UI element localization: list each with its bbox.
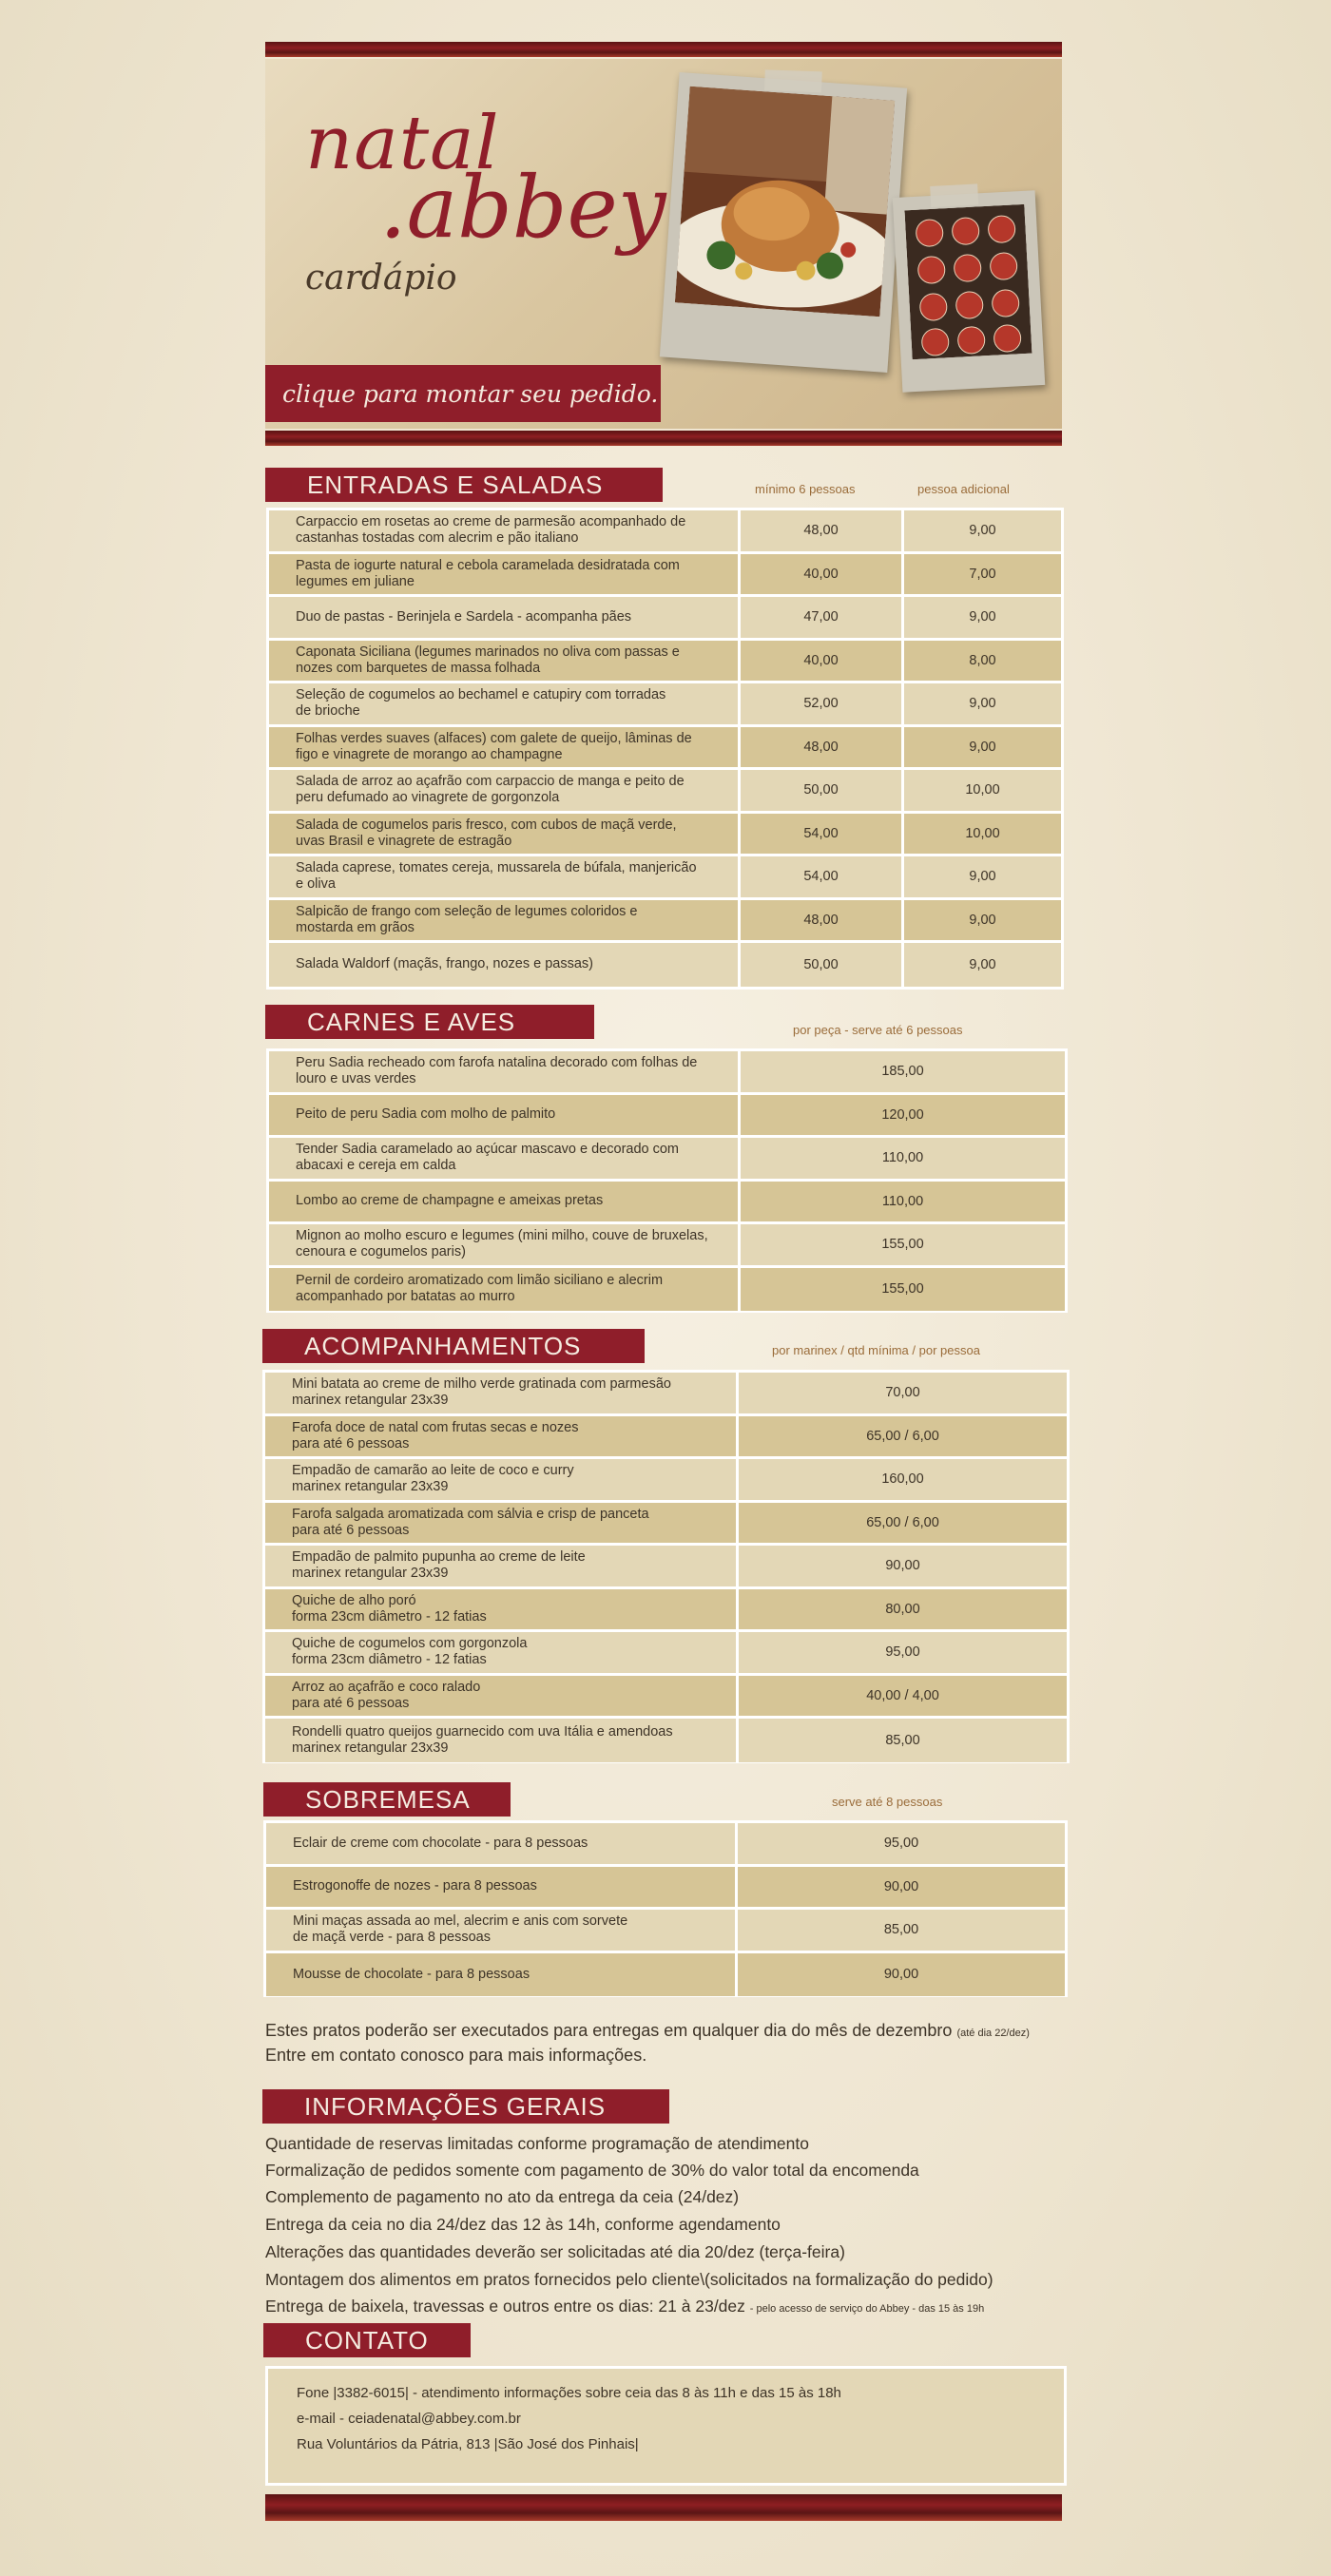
- table-row: [269, 1268, 1065, 1312]
- item-price: 65,00 / 6,00: [739, 1416, 1067, 1460]
- table-row: [269, 814, 1061, 857]
- item-description: Mousse de chocolate - para 8 pessoas: [266, 1953, 738, 1997]
- info-line: Quantidade de reservas limitadas conforme programação de atendimento: [265, 2134, 809, 2153]
- item-description: Seleção de cogumelos ao bechamel e catupiry com torradas de brioche: [269, 683, 741, 727]
- item-description: Pernil de cordeiro aromatizado com limão siciliano e alecrim acompanhado por batatas ao murro: [269, 1268, 741, 1312]
- item-price: 54,00: [741, 814, 904, 857]
- menu-subtitle: cardápio: [305, 259, 457, 298]
- contact-address: Rua Voluntários da Pátria, 813 |São José dos Pinhais|: [297, 2436, 639, 2452]
- item-price: 40,00 / 4,00: [739, 1676, 1067, 1720]
- item-description: Arroz ao açafrão e coco ralado para até 6 pessoas: [265, 1676, 739, 1720]
- item-price: 10,00: [904, 770, 1061, 814]
- carnes-serving-note: por peça - serve até 6 pessoas: [793, 1023, 963, 1037]
- info-line: Entrega da ceia no dia 24/dez das 12 às 14h, conforme agendamento: [265, 2215, 781, 2234]
- table-row: [269, 554, 1061, 598]
- item-price: 52,00: [741, 683, 904, 727]
- column-header-extra-person: pessoa adicional: [917, 482, 1010, 496]
- item-price: 9,00: [904, 597, 1061, 641]
- item-price: 9,00: [904, 683, 1061, 727]
- item-price: 90,00: [738, 1953, 1065, 1997]
- column-header-min-people: mínimo 6 pessoas: [755, 482, 856, 496]
- delivery-note-line2: Entre em contato conosco para mais informações.: [265, 2046, 647, 2065]
- item-description: Quiche de alho poró forma 23cm diâmetro - 12 fatias: [265, 1589, 739, 1633]
- item-price: 185,00: [741, 1051, 1065, 1095]
- table-row: [265, 1632, 1067, 1676]
- item-description: Peru Sadia recheado com farofa natalina decorado com folhas de louro e uvas verdes: [269, 1051, 741, 1095]
- item-price: 110,00: [741, 1182, 1065, 1225]
- table-row: [265, 1373, 1067, 1416]
- contact-phone: Fone |3382-6015| - atendimento informações sobre ceia das 8 às 11h e das 15 às 18h: [297, 2385, 841, 2401]
- item-price: 48,00: [741, 900, 904, 944]
- table-row: [269, 510, 1061, 554]
- table-row: [265, 1676, 1067, 1720]
- item-price: 155,00: [741, 1224, 1065, 1268]
- item-description: Mini maças assada ao mel, alecrim e anis com sorvete de maçã verde - para 8 pessoas: [266, 1910, 738, 1953]
- item-price: 40,00: [741, 554, 904, 598]
- item-description: Estrogonoffe de nozes - para 8 pessoas: [266, 1867, 738, 1911]
- item-description: Lombo ao creme de champagne e ameixas pretas: [269, 1182, 741, 1225]
- roast-chicken-image: [675, 87, 895, 317]
- build-order-button[interactable]: clique para montar seu pedido.: [265, 365, 661, 422]
- item-description: Quiche de cogumelos com gorgonzola forma 23cm diâmetro - 12 fatias: [265, 1632, 739, 1676]
- table-row: [266, 1867, 1065, 1911]
- item-price: 120,00: [741, 1095, 1065, 1139]
- item-price: 48,00: [741, 727, 904, 771]
- table-row: [269, 770, 1061, 814]
- info-line-text: Entrega de baixela, travessas e outros entre os dias: 21 à 23/dez: [265, 2297, 745, 2316]
- section-title-sobremesa: SOBREMESA: [263, 1782, 511, 1817]
- brand-natal: natal: [305, 101, 500, 186]
- section-title-acompanhamentos: ACOMPANHAMENTOS: [262, 1329, 645, 1363]
- item-price: 40,00: [741, 641, 904, 684]
- item-description: Salpicão de frango com seleção de legumes coloridos e mostarda em grãos: [269, 900, 741, 944]
- info-line-last: [265, 2297, 984, 2316]
- table-row: [269, 943, 1061, 987]
- contact-box: [265, 2366, 1067, 2486]
- divider: [265, 57, 1062, 59]
- table-row: [269, 683, 1061, 727]
- info-line: Complemento de pagamento no ato da entrega da ceia (24/dez): [265, 2187, 740, 2206]
- item-price: 85,00: [739, 1719, 1067, 1762]
- item-description: Farofa salgada aromatizada com sálvia e crisp de panceta para até 6 pessoas: [265, 1503, 739, 1547]
- roast-dinner-photo: [660, 72, 907, 373]
- item-description: Duo de pastas - Berinjela e Sardela - acompanha pães: [269, 597, 741, 641]
- item-description: Carpaccio em rosetas ao creme de parmesão acompanhado de castanhas tostadas com alecrim e pão italiano: [269, 510, 741, 554]
- item-description: Rondelli quatro queijos guarnecido com uva Itália e amendoas marinex retangular 23x39: [265, 1719, 739, 1762]
- table-row: [269, 597, 1061, 641]
- table-row: [269, 900, 1061, 944]
- tape-decoration: [930, 183, 978, 207]
- contact-email[interactable]: e-mail - ceiadenatal@abbey.com.br: [297, 2411, 521, 2427]
- table-row: [265, 1503, 1067, 1547]
- header-banner: [265, 42, 1062, 446]
- section-title-entradas: ENTRADAS E SALADAS: [265, 468, 663, 502]
- banner-top-stripe: [265, 42, 1062, 57]
- info-line: Montagem dos alimentos em pratos fornecidos pelo cliente\(solicitados na formalização do pedido): [265, 2270, 993, 2289]
- item-description: Salada caprese, tomates cereja, mussarela de búfala, manjericão e oliva: [269, 856, 741, 900]
- acompanhamentos-table: [262, 1370, 1070, 1763]
- item-description: Folhas verdes suaves (alfaces) com galete de queijo, lâminas de figo e vinagrete de morango ao champagne: [269, 727, 741, 771]
- table-row: [265, 1416, 1067, 1460]
- info-line: Formalização de pedidos somente com pagamento de 30% do valor total da encomenda: [265, 2161, 919, 2180]
- table-row: [269, 1051, 1065, 1095]
- item-description: Caponata Siciliana (legumes marinados no oliva com passas e nozes com barquetes de massa folhada: [269, 641, 741, 684]
- table-row: [265, 1719, 1067, 1762]
- item-price: 9,00: [904, 510, 1061, 554]
- item-price: 90,00: [739, 1546, 1067, 1589]
- table-row: [266, 1953, 1065, 1997]
- item-price: 9,00: [904, 900, 1061, 944]
- section-title-contato: CONTATO: [263, 2323, 471, 2357]
- item-description: Tender Sadia caramelado ao açúcar mascavo e decorado com abacaxi e cereja em calda: [269, 1138, 741, 1182]
- delivery-note: [265, 2020, 1030, 2067]
- item-price: 8,00: [904, 641, 1061, 684]
- item-description: Farofa doce de natal com frutas secas e nozes para até 6 pessoas: [265, 1416, 739, 1460]
- item-price: 9,00: [904, 943, 1061, 987]
- item-description: Eclair de creme com chocolate - para 8 pessoas: [266, 1823, 738, 1867]
- item-description: Peito de peru Sadia com molho de palmito: [269, 1095, 741, 1139]
- item-description: Empadão de camarão ao leite de coco e curry marinex retangular 23x39: [265, 1459, 739, 1503]
- table-row: [269, 1095, 1065, 1139]
- banner-bottom-stripe: [265, 431, 1062, 446]
- carnes-table: [266, 1048, 1068, 1313]
- item-price: 110,00: [741, 1138, 1065, 1182]
- item-description: Mini batata ao creme de milho verde gratinada com parmesão marinex retangular 23x39: [265, 1373, 739, 1416]
- item-description: Pasta de iogurte natural e cebola caramelada desidratada com legumes em juliane: [269, 554, 741, 598]
- delivery-note-deadline: (até dia 22/dez): [956, 2028, 1030, 2039]
- item-price: 95,00: [739, 1632, 1067, 1676]
- item-price: 7,00: [904, 554, 1061, 598]
- info-line: Alterações das quantidades deverão ser solicitadas até dia 20/dez (terça-feira): [265, 2242, 845, 2261]
- table-row: [269, 641, 1061, 684]
- item-price: 50,00: [741, 770, 904, 814]
- table-row: [265, 1459, 1067, 1503]
- section-title-carnes: CARNES E AVES: [265, 1005, 594, 1039]
- item-description: Salada de cogumelos paris fresco, com cubos de maçã verde, uvas Brasil e vinagrete de estragão: [269, 814, 741, 857]
- section-title-info: INFORMAÇÕES GERAIS: [262, 2089, 669, 2124]
- item-price: 155,00: [741, 1268, 1065, 1312]
- item-price: 90,00: [738, 1867, 1065, 1911]
- item-price: 9,00: [904, 727, 1061, 771]
- table-row: [265, 1546, 1067, 1589]
- acompanhamentos-serving-note: por marinex / qtd mínima / por pessoa: [772, 1343, 980, 1357]
- info-line-note: - pelo acesso de serviço do Abbey - das 15 às 19h: [749, 2303, 985, 2315]
- table-row: [269, 1182, 1065, 1225]
- item-price: 10,00: [904, 814, 1061, 857]
- item-price: 54,00: [741, 856, 904, 900]
- delivery-note-line1: Estes pratos poderão ser executados para entregas em qualquer dia do mês de dezembro: [265, 2021, 953, 2040]
- item-price: 160,00: [739, 1459, 1067, 1503]
- table-row: [269, 1138, 1065, 1182]
- item-price: 80,00: [739, 1589, 1067, 1633]
- sobremesa-serving-note: serve até 8 pessoas: [832, 1795, 943, 1809]
- item-price: 9,00: [904, 856, 1061, 900]
- table-row: [266, 1910, 1065, 1953]
- item-price: 48,00: [741, 510, 904, 554]
- item-description: Salada de arroz ao açafrão com carpaccio de manga e peito de peru defumado ao vinagrete de gorgonzola: [269, 770, 741, 814]
- footer-stripe: [265, 2494, 1062, 2521]
- item-description: Salada Waldorf (maçãs, frango, nozes e passas): [269, 943, 741, 987]
- item-price: 50,00: [741, 943, 904, 987]
- entradas-table: [266, 508, 1064, 990]
- tape-decoration: [764, 69, 822, 92]
- item-price: 70,00: [739, 1373, 1067, 1416]
- christmas-ornaments-image: [904, 204, 1032, 359]
- table-row: [269, 727, 1061, 771]
- table-row: [265, 1589, 1067, 1633]
- table-row: [269, 856, 1061, 900]
- item-price: 85,00: [738, 1910, 1065, 1953]
- table-row: [266, 1823, 1065, 1867]
- brand-abbey: .abbey: [379, 158, 666, 258]
- item-price: 65,00 / 6,00: [739, 1503, 1067, 1547]
- ornaments-photo: [893, 190, 1046, 393]
- item-description: Mignon ao molho escuro e legumes (mini milho, couve de bruxelas, cenoura e cogumelos paris): [269, 1224, 741, 1268]
- item-price: 47,00: [741, 597, 904, 641]
- table-row: [269, 1224, 1065, 1268]
- sobremesa-table: [263, 1820, 1068, 1997]
- item-price: 95,00: [738, 1823, 1065, 1867]
- item-description: Empadão de palmito pupunha ao creme de leite marinex retangular 23x39: [265, 1546, 739, 1589]
